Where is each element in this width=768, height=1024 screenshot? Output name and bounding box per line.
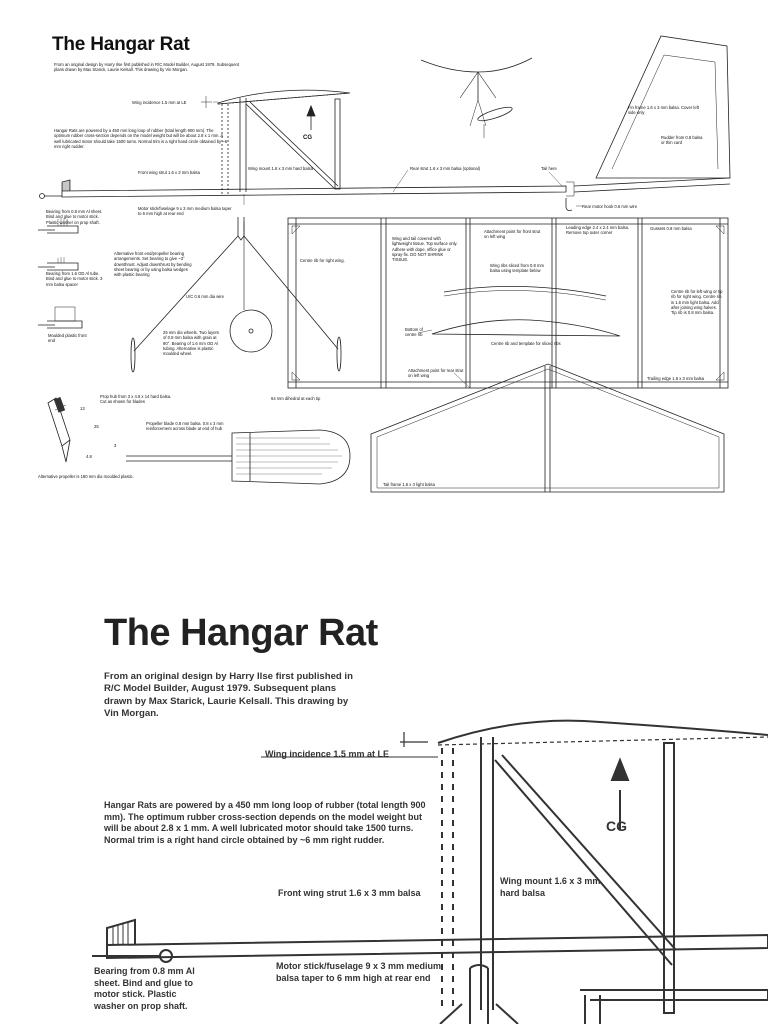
label-centre-rib-left: Centre rib for left wing or tip rib for right wing. Centre rib is 1.6 mm light balsa. Add after joining wing halves. Tip rib is 0.8 mm balsa. [671, 289, 723, 315]
alt-bearing-2 [38, 257, 78, 270]
rear-strut [335, 99, 340, 189]
label-wing-ribs: Wing ribs sliced from 0.8 mm balsa using template below [490, 263, 544, 274]
label-trailing-edge: Trailing edge 1.6 x 3 mm balsa [647, 376, 705, 381]
wing-plan [288, 218, 728, 388]
plan-intro: From an original design by Harry Ilse first published in R/C Model Builder, August 1979. Subsequent plans drawn by Max Starick, Laurie Kelsall. This drawing by Vin Morgan. [54, 62, 240, 73]
enlarged-cg: CG [606, 818, 627, 834]
front-view [421, 58, 532, 72]
dim-4-8: 4.8 [86, 454, 92, 459]
label-prop-hub: Prop hub from 3 x 4.8 x 14 hard balsa. Cut as shown for blades [100, 394, 172, 405]
enlarged-title: The Hangar Rat [104, 612, 378, 654]
label-moulded-end: Moulded plastic front end [48, 333, 87, 344]
dim-13: 13 [80, 406, 85, 411]
label-fin-frame: Fin frame 1.6 x 3 mm balsa. Cover left side only [628, 105, 699, 116]
label-rudder: Rudder from 0.8 balsa or thin card [661, 135, 703, 146]
label-attach-rear: Attachment point for rear strut on left wing [408, 368, 464, 379]
label-bearing-sheet: Bearing from 0.8 mm Al sheet. Bind and glue to motor stick. Plastic washer on prop shaft. [46, 209, 103, 225]
prop-blade [126, 430, 350, 484]
enlarged-wing-incidence: Wing incidence 1.5 mm at LE [265, 749, 389, 759]
label-motor-stick: Motor stick/fuselage 9 x 3 mm medium balsa taper to 6 mm high at rear end [138, 206, 232, 217]
label-bottom-rib: Bottom of centre rib [405, 327, 423, 338]
label-attach-front: Attachment point for front strut on left wing [484, 229, 541, 240]
label-tail-here: Tail here [541, 166, 557, 171]
enlarged-rubber-note: Hangar Rats are powered by a 450 mm long loop of rubber (total length 900 mm). The optimum rubber cross-section depends on the model weight but will be about 2.8 x 1 mm. A well lubricated motor should take 1500 turns. Normal trim is a right hand circle obtained by ~6 mm right rudder. [104, 800, 426, 846]
dim-25: 25 [94, 424, 99, 429]
enlarged-bearing-sheet: Bearing from 0.8 mm Al sheet. Bind and glue to motor stick. Plastic washer on prop shaft. [94, 966, 195, 1012]
label-wing-incidence: Wing incidence 1.5 mm at LE [132, 100, 187, 105]
label-alt-prop: Alternative propeller is 180 mm dia moulded plastic. [38, 474, 134, 479]
motor-stick [62, 186, 566, 197]
enlarged-motor-stick: Motor stick/fuselage 9 x 3 mm medium balsa taper to 6 mm high at rear end [276, 961, 442, 983]
label-prop-blade: Propeller blade 0.8 mm balsa. 0.8 x 3 mm reinforcement across blade at end of hub [146, 421, 224, 432]
alt-bearing-3 [38, 307, 82, 328]
dim-3: 3 [114, 443, 117, 448]
label-tail-frame: Tail frame 1.6 x 3 light balsa [383, 482, 435, 487]
label-front-strut: Front wing strut 1.6 x 3 mm balsa [138, 170, 200, 175]
label-wing-mount: Wing mount 1.6 x 3 mm hard balsa [248, 166, 313, 171]
label-bearing-tube: Bearing from 1.6 OD Al tube. Bind and glue to motor stick. 3 mm balsa spacer [46, 271, 103, 287]
enlarged-wing-mount: Wing mount 1.6 x 3 mm hard balsa [500, 876, 601, 898]
tail-plan [371, 364, 724, 492]
diagonal-strut [246, 104, 335, 189]
enlarged-front-strut: Front wing strut 1.6 x 3 mm balsa [278, 888, 421, 898]
plan-title: The Hangar Rat [52, 34, 190, 55]
label-wing-covered: Wing and tail covered with lightweight tissue. Top surface only. Adhere with dope, office glue or spray-fix. DO NOT SHRINK TISSUE. [392, 236, 458, 262]
label-gussets: Gussets 0.8 mm balsa [650, 226, 692, 231]
label-centre-rib-right: Centre rib for right wing. [300, 258, 345, 263]
label-centre-template: Centre rib and template for sliced ribs [491, 341, 561, 346]
label-wheels: 25 mm dia wheels. Two layers of 0.8 mm balsa with grain at 90°. Bearing of 1.6 mm OD Al tubing. Alternative is plastic moulded wheel. [163, 330, 220, 356]
prop-hub [48, 397, 70, 462]
rubber-note: Hangar Rats are powered by a 450 mm long loop of rubber (total length 900 mm). The optimum rubber cross-section depends on the model weight but will be about 2.8 x 1 mm. A well lubricated motor should take 1500 turns. Normal trim is a right hand circle obtained by ~6 mm right rudder. [54, 128, 228, 149]
label-cg: CG [303, 135, 312, 141]
label-dihedral: 64 mm dihedral at each tip [271, 396, 321, 401]
wing-profile [218, 90, 350, 104]
label-leading-edge: Leading edge 2.4 x 2.4 mm balsa. Remove top outer corner [566, 225, 630, 236]
enlarged-intro: From an original design by Harry Ilse first published in R/C Model Builder, August 1979. Subsequent plans drawn by Max Starick, Laurie Kelsall. This drawing by Vin Morgan. [104, 671, 353, 720]
rear-motor-hook [566, 198, 572, 211]
label-alt-bearing: Alternative front end/propeller bearing arrangements. Set bearing to give ~3° downthrust. Adjust downthrust by bending sheet bearing or by using balsa wedges with plastic bearing [114, 251, 192, 277]
label-rear-hook: Rear motor hook 0.6 mm wire [582, 204, 638, 209]
label-rear-strut: Rear strut 1.6 x 3 mm balsa (optional) [410, 166, 481, 171]
label-uc-wire: U/C 0.6 mm dia wire [186, 294, 224, 299]
